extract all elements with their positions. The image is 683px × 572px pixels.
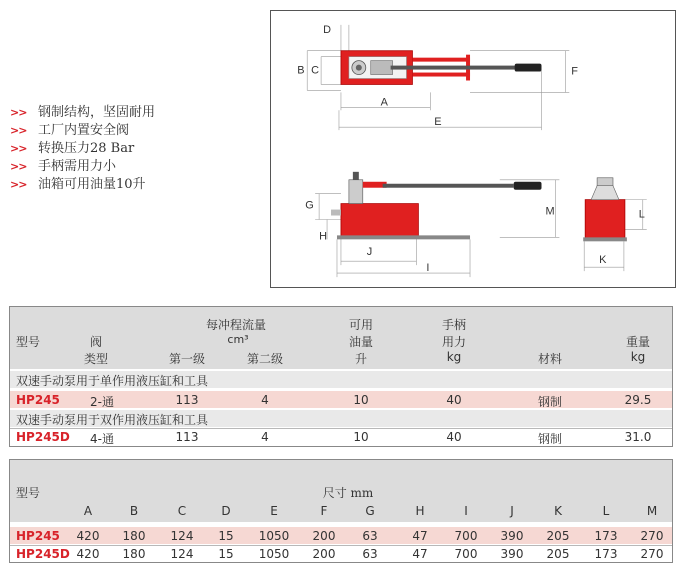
dim-cell: 700 [454, 547, 478, 561]
table-row [10, 527, 672, 544]
row-handle: 40 [446, 430, 462, 444]
dim-cell: 1050 [258, 547, 290, 561]
dim-cell: 390 [500, 547, 524, 561]
header-material: 材料 [537, 352, 563, 366]
dim-label-e: E [434, 116, 442, 129]
feature-item: >> 转换压力28 Bar [10, 141, 135, 156]
dim-label-l: L [638, 208, 645, 221]
dim-row-model: HP245 [16, 529, 60, 543]
bullet-icon: >> [10, 142, 27, 155]
dim-cell: 63 [362, 529, 378, 543]
feature-item: >> 工厂内置安全阀 [10, 123, 130, 138]
dim-cell: 420 [76, 547, 100, 561]
dim-column-header: K [554, 504, 562, 518]
dim-label-m: M [545, 205, 555, 218]
dim-cell: 124 [170, 529, 194, 543]
dim-column-header: L [602, 504, 610, 518]
dim-cell: 180 [122, 529, 146, 543]
feature-item: >> 油箱可用油量10升 [10, 177, 146, 192]
section-single-acting: 双速手动泵用于单作用液压缸和工具 [16, 374, 209, 388]
header-oil-unit: 升 [354, 352, 368, 366]
dim-label-f: F [571, 65, 578, 78]
section-double-acting: 双速手动泵用于双作用液压缸和工具 [16, 413, 209, 427]
header-handle-line1: 手柄 [441, 318, 467, 332]
dim-cell: 700 [454, 529, 478, 543]
bullet-icon: >> [10, 178, 27, 191]
header-valve-line2: 类型 [83, 352, 109, 366]
dim-column-header: B [129, 504, 139, 518]
row-stage1: 113 [175, 393, 199, 407]
dim-cell: 420 [76, 529, 100, 543]
dim-cell: 63 [362, 547, 378, 561]
dim-cell: 270 [640, 529, 664, 543]
dim-column-header: D [221, 504, 231, 518]
header-weight: 重量 [625, 335, 651, 349]
dim-label-d: D [323, 23, 331, 36]
dim-label-j: J [366, 246, 373, 259]
row-model: HP245 [16, 393, 60, 407]
row-handle: 40 [446, 393, 462, 407]
dim-header-model: 型号 [16, 486, 41, 500]
feature-item: >> 钢制结构，坚固耐用 [10, 105, 156, 120]
dim-cell: 124 [170, 547, 194, 561]
row-stage1: 113 [175, 430, 199, 444]
dim-cell: 1050 [258, 529, 290, 543]
dim-cell: 15 [218, 547, 234, 561]
header-stage1: 第一级 [168, 352, 206, 366]
header-flow-unit: cm³ [227, 333, 249, 346]
dim-column-header: M [646, 504, 658, 518]
dim-label-g: G [305, 199, 314, 212]
header-handle-unit: kg [446, 350, 462, 364]
spec-table [9, 306, 673, 447]
spec-table-header [10, 307, 672, 369]
dim-cell: 390 [500, 529, 524, 543]
row-weight: 31.0 [624, 430, 652, 444]
dim-cell: 200 [312, 547, 336, 561]
dim-label-h: H [319, 230, 328, 243]
side-view-pump [331, 172, 541, 240]
row-oil: 10 [353, 393, 369, 407]
dim-cell: 205 [546, 529, 570, 543]
row-oil: 10 [353, 430, 369, 444]
dim-cell: 270 [640, 547, 664, 561]
dim-cell: 47 [412, 547, 428, 561]
dim-cell: 173 [594, 529, 618, 543]
pump-dimension-drawing [270, 10, 676, 288]
header-stage2: 第二级 [246, 352, 284, 366]
row-material: 钢制 [537, 432, 563, 446]
dim-column-header: F [320, 504, 328, 518]
header-model: 型号 [16, 335, 41, 349]
row-material: 钢制 [537, 395, 563, 409]
row-weight: 29.5 [624, 393, 652, 407]
top-view-pump [341, 51, 542, 85]
row-stage2: 4 [261, 393, 269, 407]
dim-label-a: A [380, 96, 388, 109]
dim-column-header: I [464, 504, 468, 518]
feature-item: >> 手柄需用力小 [10, 159, 117, 174]
dim-cell: 205 [546, 547, 570, 561]
header-oil-line1: 可用 [348, 318, 374, 332]
dim-cell: 173 [594, 547, 618, 561]
dim-column-header: A [83, 504, 93, 518]
row-valve: 4-通 [90, 432, 114, 446]
dim-cell: 200 [312, 529, 336, 543]
divider [10, 545, 672, 546]
divider [10, 428, 672, 429]
header-flow: 每冲程流量 [205, 318, 267, 332]
dim-column-header: H [415, 504, 425, 518]
dim-header-title: 尺寸 mm [322, 486, 374, 500]
header-valve-line1: 阀 [89, 335, 103, 349]
dim-column-header: G [365, 504, 375, 518]
dim-label-k: K [599, 254, 607, 267]
header-handle-line2: 用力 [441, 335, 467, 349]
dim-cell: 180 [122, 547, 146, 561]
dim-row-model: HP245D [16, 547, 70, 561]
dim-column-header: E [270, 504, 278, 518]
dim-cell: 15 [218, 529, 234, 543]
bullet-icon: >> [10, 160, 27, 173]
end-view-pump [583, 178, 627, 242]
header-oil-line2: 油量 [348, 335, 374, 349]
dim-label-i: I [426, 262, 430, 275]
feature-list [10, 104, 155, 194]
bullet-icon: >> [10, 106, 27, 119]
header-weight-unit: kg [630, 350, 646, 364]
row-stage2: 4 [261, 430, 269, 444]
row-valve: 2-通 [90, 395, 114, 409]
dim-column-header: C [177, 504, 187, 518]
dimension-table [9, 459, 673, 563]
dim-label-c: C [311, 64, 320, 77]
bullet-icon: >> [10, 124, 27, 137]
dim-label-b: B [297, 64, 305, 77]
dim-cell: 47 [412, 529, 428, 543]
row-model: HP245D [16, 430, 70, 444]
pump-drawing-svg [271, 11, 675, 287]
dim-column-header: J [510, 504, 514, 518]
